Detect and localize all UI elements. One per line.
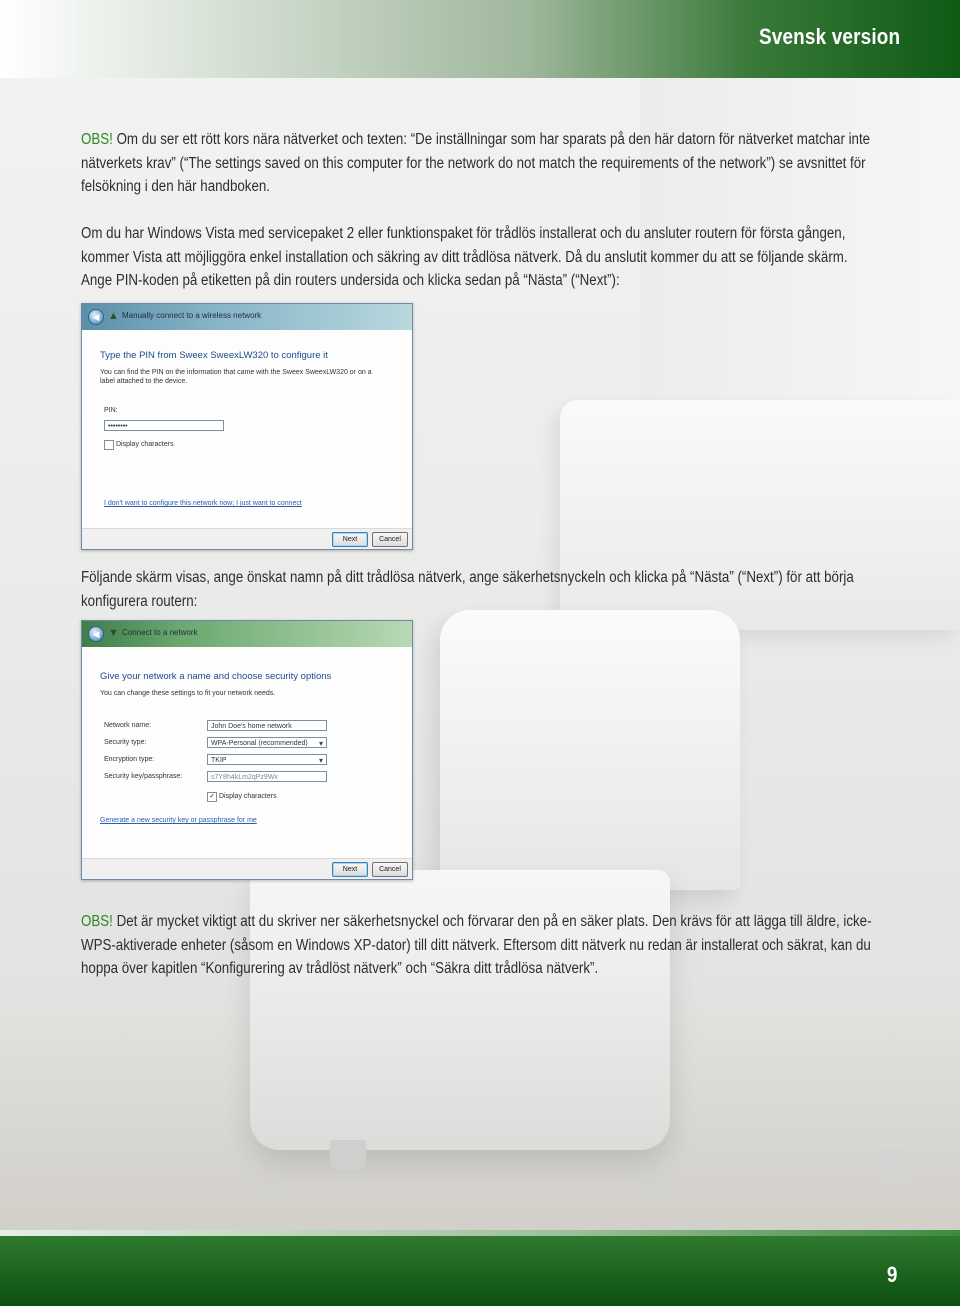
display-characters-checkbox: ✓ — [207, 792, 217, 802]
encryption-type-label: Encryption type: — [104, 756, 155, 763]
header-bar — [0, 0, 960, 78]
next-button: Next — [332, 532, 368, 547]
display-characters-label: Display characters — [219, 793, 277, 800]
network-dialog-caption: Connect to a network — [122, 628, 198, 637]
background-sofa-arm — [440, 610, 740, 890]
footer-bar — [0, 1236, 960, 1306]
cancel-button: Cancel — [372, 862, 408, 877]
background-ottoman-leg — [330, 1140, 366, 1170]
display-characters-label: Display characters — [116, 441, 174, 448]
security-type-select — [207, 737, 327, 748]
obs-label: OBS! — [81, 131, 113, 148]
back-arrow-icon: ◀ — [88, 309, 104, 325]
security-key-input: s7Y8h4kLm2qPz9Wx — [207, 771, 327, 782]
next-button: Next — [332, 862, 368, 877]
security-key-label: Security key/passphrase: — [104, 773, 183, 780]
background-sofa-leg — [880, 1150, 910, 1180]
paragraph-2: Om du har Windows Vista med servicepaket 2 eller funktionspaket för trådlös installerat och du ansluter routern för första gången, kommer Vista att möjliggöra enkel installation och säkring av ditt trådlösa nätverk. Då du anslutit kommer du att se följande skärm. Ange PIN-koden på etiketten på din routers undersida och klicka sedan på “Nästa” (“Next”): — [81, 225, 848, 289]
back-arrow-icon: ◀ — [88, 626, 104, 642]
obs-note-2 — [81, 910, 881, 981]
pin-dialog-heading: Type the PIN from Sweex SweexLW320 to configure it — [100, 350, 328, 361]
obs-note-1 — [81, 128, 881, 199]
page-header-title: Svensk version — [758, 24, 900, 49]
paragraph-1 — [81, 128, 881, 199]
encryption-type-select — [207, 754, 327, 765]
pin-input: •••••••• — [104, 420, 224, 431]
network-dialog-description: You can change these settings to fit your network needs. — [100, 690, 276, 697]
obs-label: OBS! — [81, 913, 113, 930]
pin-dialog-description: You can find the PIN on the information that came with the Sweex SweexLW320 or on a label attached to the device. — [100, 369, 372, 385]
page-number: 9 — [886, 1262, 898, 1287]
network-icon: ▲ — [108, 310, 119, 322]
skip-configure-link: I don't want to configure this network now; I just want to connect — [104, 500, 302, 507]
pin-dialog-titlebar — [82, 304, 412, 330]
network-name-label: Network name: — [104, 722, 152, 729]
pin-dialog-screenshot — [81, 303, 413, 550]
paragraph-1-text: Om du ser ett rött kors nära nätverket och texten: “De inställningar som har sparats på den här datorn för nätverket matchar inte nätverkets krav” (“The settings saved on this computer for the network do not match the requirements of the network”) se avsnittet för felsökning i den här handboken. — [81, 131, 871, 195]
generate-key-link: Generate a new security key or passphrase for me — [100, 817, 257, 824]
cancel-button: Cancel — [372, 532, 408, 547]
network-dialog-footer — [82, 858, 412, 879]
paragraph-3: Följande skärm visas, ange önskat namn på ditt trådlösa nätverk, ange säkerhetsnyckeln och klicka på “Nästa” (“Next”) för att börja konfigurera routern: — [81, 569, 854, 610]
encryption-type-value: TKIP — [211, 757, 227, 764]
security-type-value: WPA-Personal (recommended) — [211, 740, 308, 747]
pin-dialog-footer — [82, 528, 412, 549]
security-type-label: Security type: — [104, 739, 147, 746]
paragraph-4-text: Det är mycket viktigt att du skriver ner säkerhetsnyckel och förvarar den på en säker plats. Den krävs för att lägga till äldre, icke-WPS-aktiverade enheter (såsom en Windows XP-dator) till ditt nätverk. Eftersom ditt nätverk nu redan är installerat och säkrat, kan du hoppa över kapitlen “Konfigurering av trådlöst nätverk” och “Säkra ditt trådlösa nätverk”. — [81, 913, 872, 977]
pin-label: PIN: — [104, 407, 118, 414]
network-icon: ▼ — [108, 627, 119, 639]
network-name-instructions — [81, 566, 881, 613]
network-settings-screenshot — [81, 620, 413, 880]
vista-instructions — [81, 222, 881, 293]
paragraph-4 — [81, 910, 881, 981]
display-characters-checkbox — [104, 440, 114, 450]
network-name-input: John Doe's home network — [207, 720, 327, 731]
network-dialog-heading: Give your network a name and choose security options — [100, 671, 332, 682]
pin-dialog-caption: Manually connect to a wireless network — [122, 311, 262, 320]
network-dialog-titlebar — [82, 621, 412, 647]
